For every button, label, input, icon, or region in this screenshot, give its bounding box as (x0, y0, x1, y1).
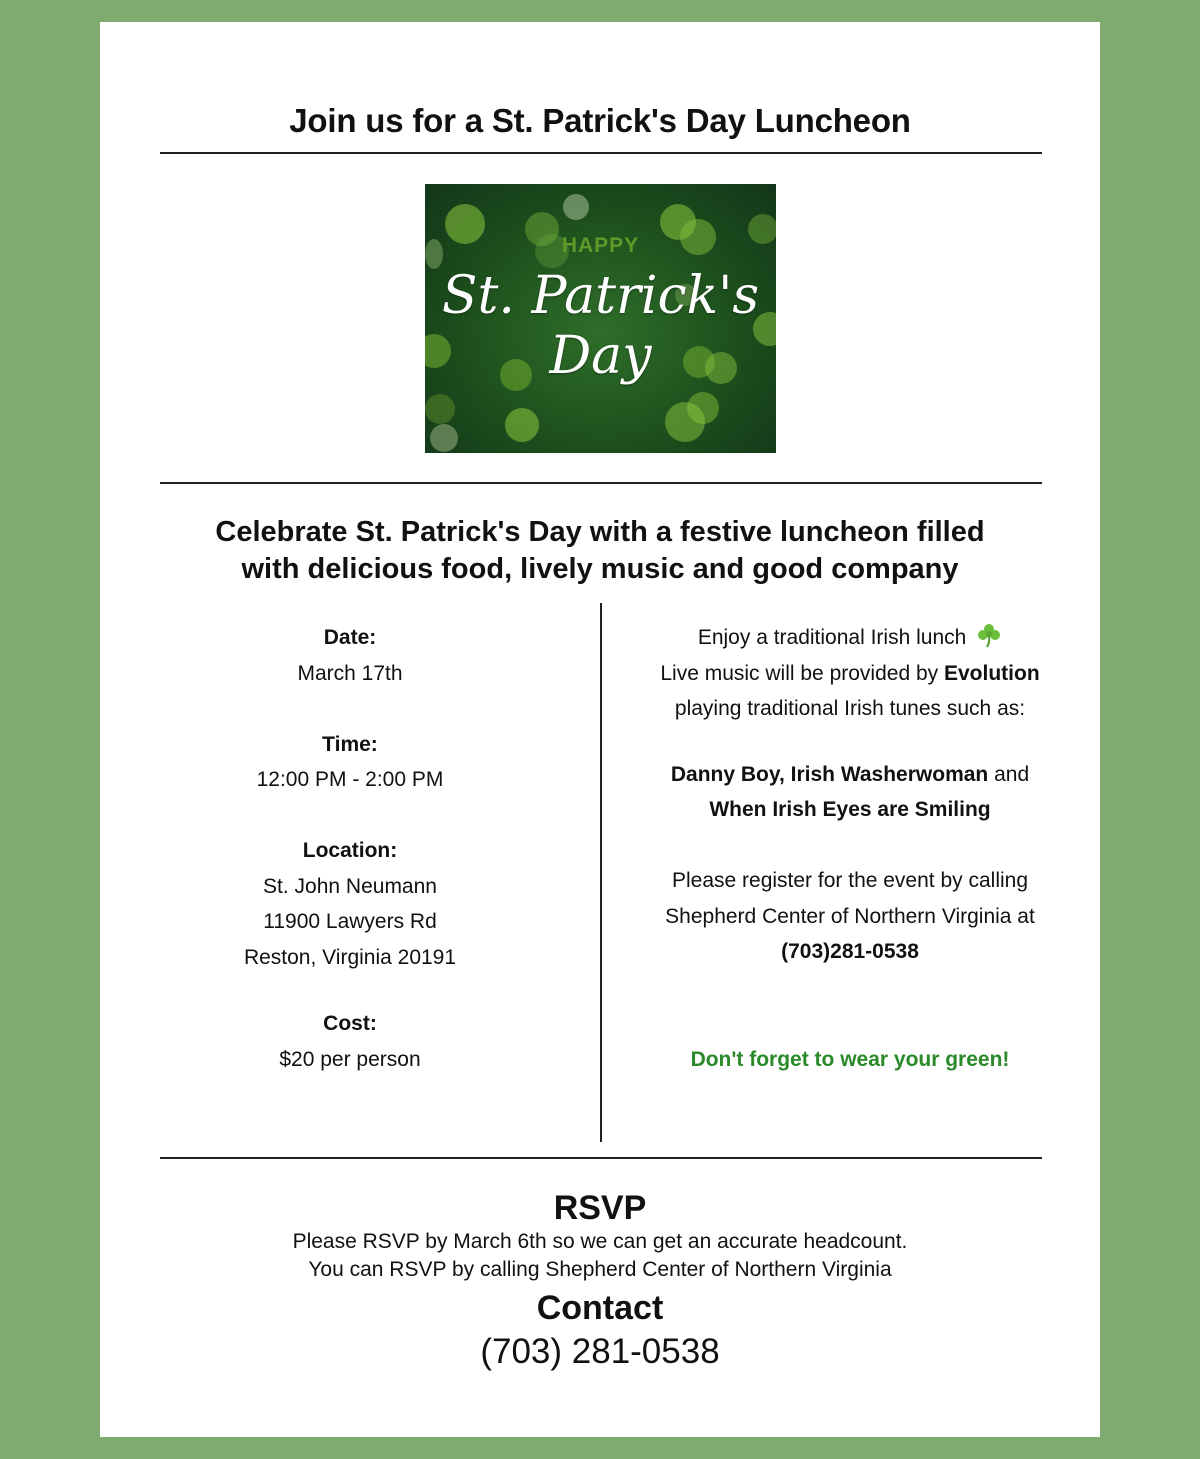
rsvp-line-2: You can RSVP by calling Shepherd Center of Northern Virginia (308, 1258, 892, 1281)
divider-middle (160, 482, 1042, 484)
date-label: Date: (323, 626, 377, 649)
time-value: 12:00 PM - 2:00 PM (256, 768, 444, 791)
hero-line-2: Day (549, 326, 652, 386)
location-label: Location: (302, 839, 398, 862)
rsvp-title: RSVP (553, 1189, 647, 1227)
hero-line-1: St. Patrick's (441, 266, 760, 326)
event-info-column (620, 620, 1080, 1077)
flyer-card (100, 22, 1100, 1437)
column-divider (600, 603, 602, 1142)
event-details-column (160, 620, 540, 1077)
song-titles: Danny Boy, Irish Washerwoman (670, 762, 989, 786)
lunch-line (620, 620, 1080, 656)
contact-title: Contact (536, 1289, 664, 1327)
location-line: Reston, Virginia 20191 (243, 945, 457, 969)
register-line-2: Shepherd Center of Northern Virginia at (665, 904, 1035, 928)
songs-line-1 (620, 757, 1080, 793)
register-phone: (703)281-0538 (781, 940, 919, 963)
register-line-1: Please register for the event by calling (671, 869, 1029, 892)
divider-bottom (160, 1157, 1042, 1159)
songs-and: and (994, 762, 1030, 786)
lunch-text: Enjoy a traditional Irish lunch (697, 626, 967, 649)
location-line: St. John Neumann (263, 874, 437, 898)
subheading-line-1: Celebrate St. Patrick's Day with a festive luncheon filled (215, 516, 985, 548)
cost-label: Cost: (323, 1012, 377, 1035)
cost-value: $20 per person (279, 1047, 421, 1071)
wear-green-note: Don't forget to wear your green! (690, 1047, 1010, 1071)
location-line: 11900 Lawyers Rd (263, 910, 437, 933)
band-name: Evolution (943, 661, 1040, 685)
divider-top (160, 152, 1042, 154)
rsvp-line-1: Please RSVP by March 6th so we can get an accurate headcount. (292, 1230, 908, 1253)
songs-line-2: When Irish Eyes are Smiling (709, 798, 991, 821)
hero-happy-text: HAPPY (561, 234, 640, 257)
contact-phone: (703) 281-0538 (480, 1332, 720, 1371)
shamrock-icon (976, 622, 1002, 648)
hero-image (425, 184, 776, 453)
rsvp-section (100, 1188, 1100, 1374)
music-line (620, 656, 1080, 692)
subheading-line-2: with delicious food, lively music and good company (241, 553, 959, 585)
page-title: Join us for a St. Patrick's Day Luncheon (289, 102, 911, 139)
music-prefix: Live music will be provided by (660, 661, 939, 685)
subheading (100, 514, 1100, 588)
music-line-2: playing traditional Irish tunes such as: (674, 697, 1026, 720)
hero-script-text (425, 266, 776, 386)
time-label: Time: (322, 732, 378, 756)
date-value: March 17th (297, 661, 403, 685)
